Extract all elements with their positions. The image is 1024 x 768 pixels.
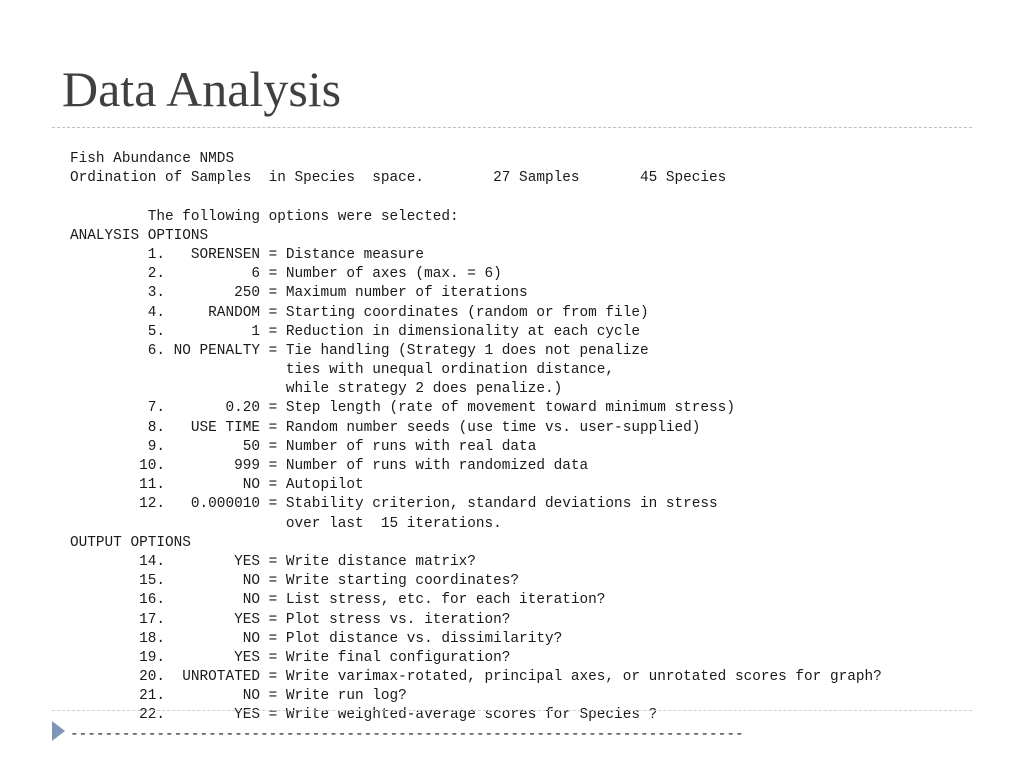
- output-line: [70, 188, 980, 207]
- output-line: ANALYSIS OPTIONS: [70, 227, 209, 244]
- slide-title: Data Analysis: [62, 61, 342, 117]
- footer-divider: [52, 710, 972, 711]
- output-line: 8. USE TIME = Random number seeds (use time vs. user-supplied): [70, 419, 701, 436]
- output-line: 17. YES = Plot stress vs. iteration?: [70, 611, 511, 628]
- output-line: 16. NO = List stress, etc. for each iteration?: [70, 592, 606, 609]
- output-line: Ordination of Samples in Species space. 27 Samples 45 Species: [70, 170, 727, 187]
- output-line: ties with unequal ordination distance,: [70, 362, 615, 379]
- output-line: 9. 50 = Number of runs with real data: [70, 438, 537, 455]
- output-line: ------------------------------------------------------------------------------: [70, 726, 744, 743]
- triangle-bullet-icon: [52, 721, 65, 741]
- output-text: [70, 150, 980, 745]
- output-line: 18. NO = Plot distance vs. dissimilarity?: [70, 630, 563, 647]
- output-line: 12. 0.000010 = Stability criterion, standard deviations in stress: [70, 496, 718, 513]
- output-line: 5. 1 = Reduction in dimensionality at each cycle: [70, 323, 640, 340]
- analysis-output: [70, 150, 980, 750]
- output-line: 6. NO PENALTY = Tie handling (Strategy 1 does not penalize: [70, 342, 649, 359]
- output-line: 15. NO = Write starting coordinates?: [70, 573, 520, 590]
- output-line: 2. 6 = Number of axes (max. = 6): [70, 266, 502, 283]
- output-line: 19. YES = Write final configuration?: [70, 649, 511, 666]
- output-line: 22. YES = Write weighted-average scores for Species ?: [70, 707, 658, 724]
- output-line: OUTPUT OPTIONS: [70, 534, 191, 551]
- output-line: 4. RANDOM = Starting coordinates (random or from file): [70, 304, 649, 321]
- output-line: 11. NO = Autopilot: [70, 477, 364, 494]
- output-line: 10. 999 = Number of runs with randomized data: [70, 458, 589, 474]
- output-line: Fish Abundance NMDS: [70, 151, 235, 167]
- output-line: 3. 250 = Maximum number of iterations: [70, 285, 528, 302]
- output-line: 1. SORENSEN = Distance measure: [70, 246, 425, 263]
- title-divider: [52, 127, 972, 128]
- output-line: 21. NO = Write run log?: [70, 688, 407, 705]
- output-line: 14. YES = Write distance matrix?: [70, 553, 476, 570]
- output-line: 7. 0.20 = Step length (rate of movement toward minimum stress): [70, 400, 735, 417]
- output-line: over last 15 iterations.: [70, 515, 502, 532]
- output-line: The following options were selected:: [70, 208, 459, 225]
- output-line: while strategy 2 does penalize.): [70, 381, 563, 398]
- output-line: 20. UNROTATED = Write varimax-rotated, principal axes, or unrotated scores for graph?: [70, 669, 882, 686]
